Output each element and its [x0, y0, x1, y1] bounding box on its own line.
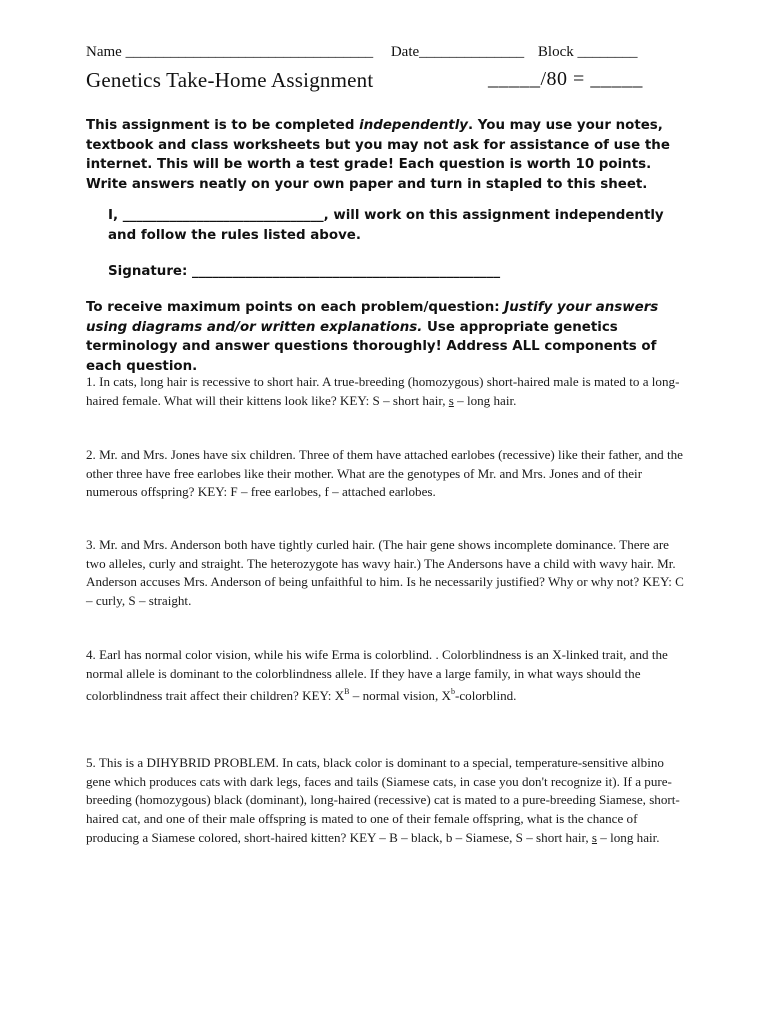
question-1: [86, 373, 688, 410]
intro-paragraph: [86, 116, 686, 194]
title-row: [86, 68, 686, 96]
question-3: 3. Mr. and Mrs. Anderson both have tightly curled hair. (The hair gene shows incomplete dominance. There are two alleles, curly and straight. The heterozygote has wavy hair.) The Andersons have a child with wavy hair. Mr. Anderson accuses Mrs. Anderson of being unfaithful to him. Is he necessarily justified? Why or why not? KEY: C – curly, S – straight.: [86, 537, 684, 609]
question-1-key-allele: s: [448, 392, 454, 408]
question-1-tail: – long hair.: [453, 392, 517, 408]
instructions-emphasis: Justify your answers using diagrams and/or written explanations.: [86, 300, 659, 335]
instructions-paragraph: [86, 298, 686, 376]
question-5-text: 5. This is a DIHYBRID PROBLEM. In cats, black color is dominant to a special, temperature-sensitive albino gene which produces cats with dark legs, faces and tails (Siamese cats, in case you don't recognize it). If a pure-breeding (homozygous) black (dominant), long-haired (recessive) cat is mated to a pure-breeding Siamese, short-haired cat, and one of their male offspring is mated to one of their female offspring, what is the chance of producing a Siamese colored, short-haired kitten? KEY – B – black, b – Siamese, S – short hair,: [86, 755, 680, 845]
question-4-tail: -colorblind.: [455, 688, 517, 704]
instructions-text-2: Use appropriate genetics terminology and answer questions thoroughly! Address ALL components of each question.: [86, 319, 657, 374]
score-field: _____/80 = _____: [488, 68, 643, 90]
question-4-sup-recessive: b: [451, 687, 455, 697]
question-4-mid: – normal vision, X: [349, 688, 451, 704]
question-1-text: 1. In cats, long hair is recessive to short hair. A true-breeding (homozygous) short-haired male is mated to a long-haired female. What will their kittens look like? KEY: S – short hair,: [86, 374, 680, 408]
page-title: Genetics Take-Home Assignment: [86, 68, 374, 92]
pledge-statement[interactable]: I, ______________________________, will work on this assignment independently and follow the rules listed above.: [108, 208, 664, 243]
question-5: [86, 754, 688, 848]
instructions-text-1: To receive maximum points on each problem/question:: [86, 300, 505, 315]
question-4-sup-dominant: B: [344, 687, 350, 697]
question-2: 2. Mr. and Mrs. Jones have six children. Three of them have attached earlobes (recessive) like their father, and the other three have free earlobes like their mother. What are the genotypes of Mr. and Mrs. Jones and of their numerous offspring? KEY: F – free earlobes, f – attached earlobes.: [86, 447, 683, 500]
intro-text-1: This assignment is to be completed: [86, 118, 360, 133]
question-4: [86, 646, 688, 706]
intro-emphasis: independently: [359, 118, 469, 133]
signature-line[interactable]: Signature: ______________________________________________: [108, 264, 501, 279]
block-field[interactable]: Block ________: [537, 44, 638, 60]
date-field[interactable]: Date______________: [390, 44, 525, 60]
header-fields: [86, 44, 686, 61]
question-5-tail: – long hair.: [597, 829, 660, 845]
name-field[interactable]: Name _________________________________: [86, 44, 374, 60]
intro-text-2: . You may use your notes, textbook and class worksheets but you may not ask for assistance of use the internet. This will be worth a test grade! Each question is worth 10 points. Write answers neatly on your own paper and turn in stapled to this sheet.: [86, 118, 670, 192]
question-5-key-allele: s: [591, 829, 598, 845]
question-4-text: 4. Earl has normal color vision, while his wife Erma is colorblind. . Colorblindness is an X-linked trait, and the normal allele is dominant to the colorblindness allele. If they have a large family, in what ways should the colorblindness trait affect their children? KEY: X: [86, 647, 668, 704]
